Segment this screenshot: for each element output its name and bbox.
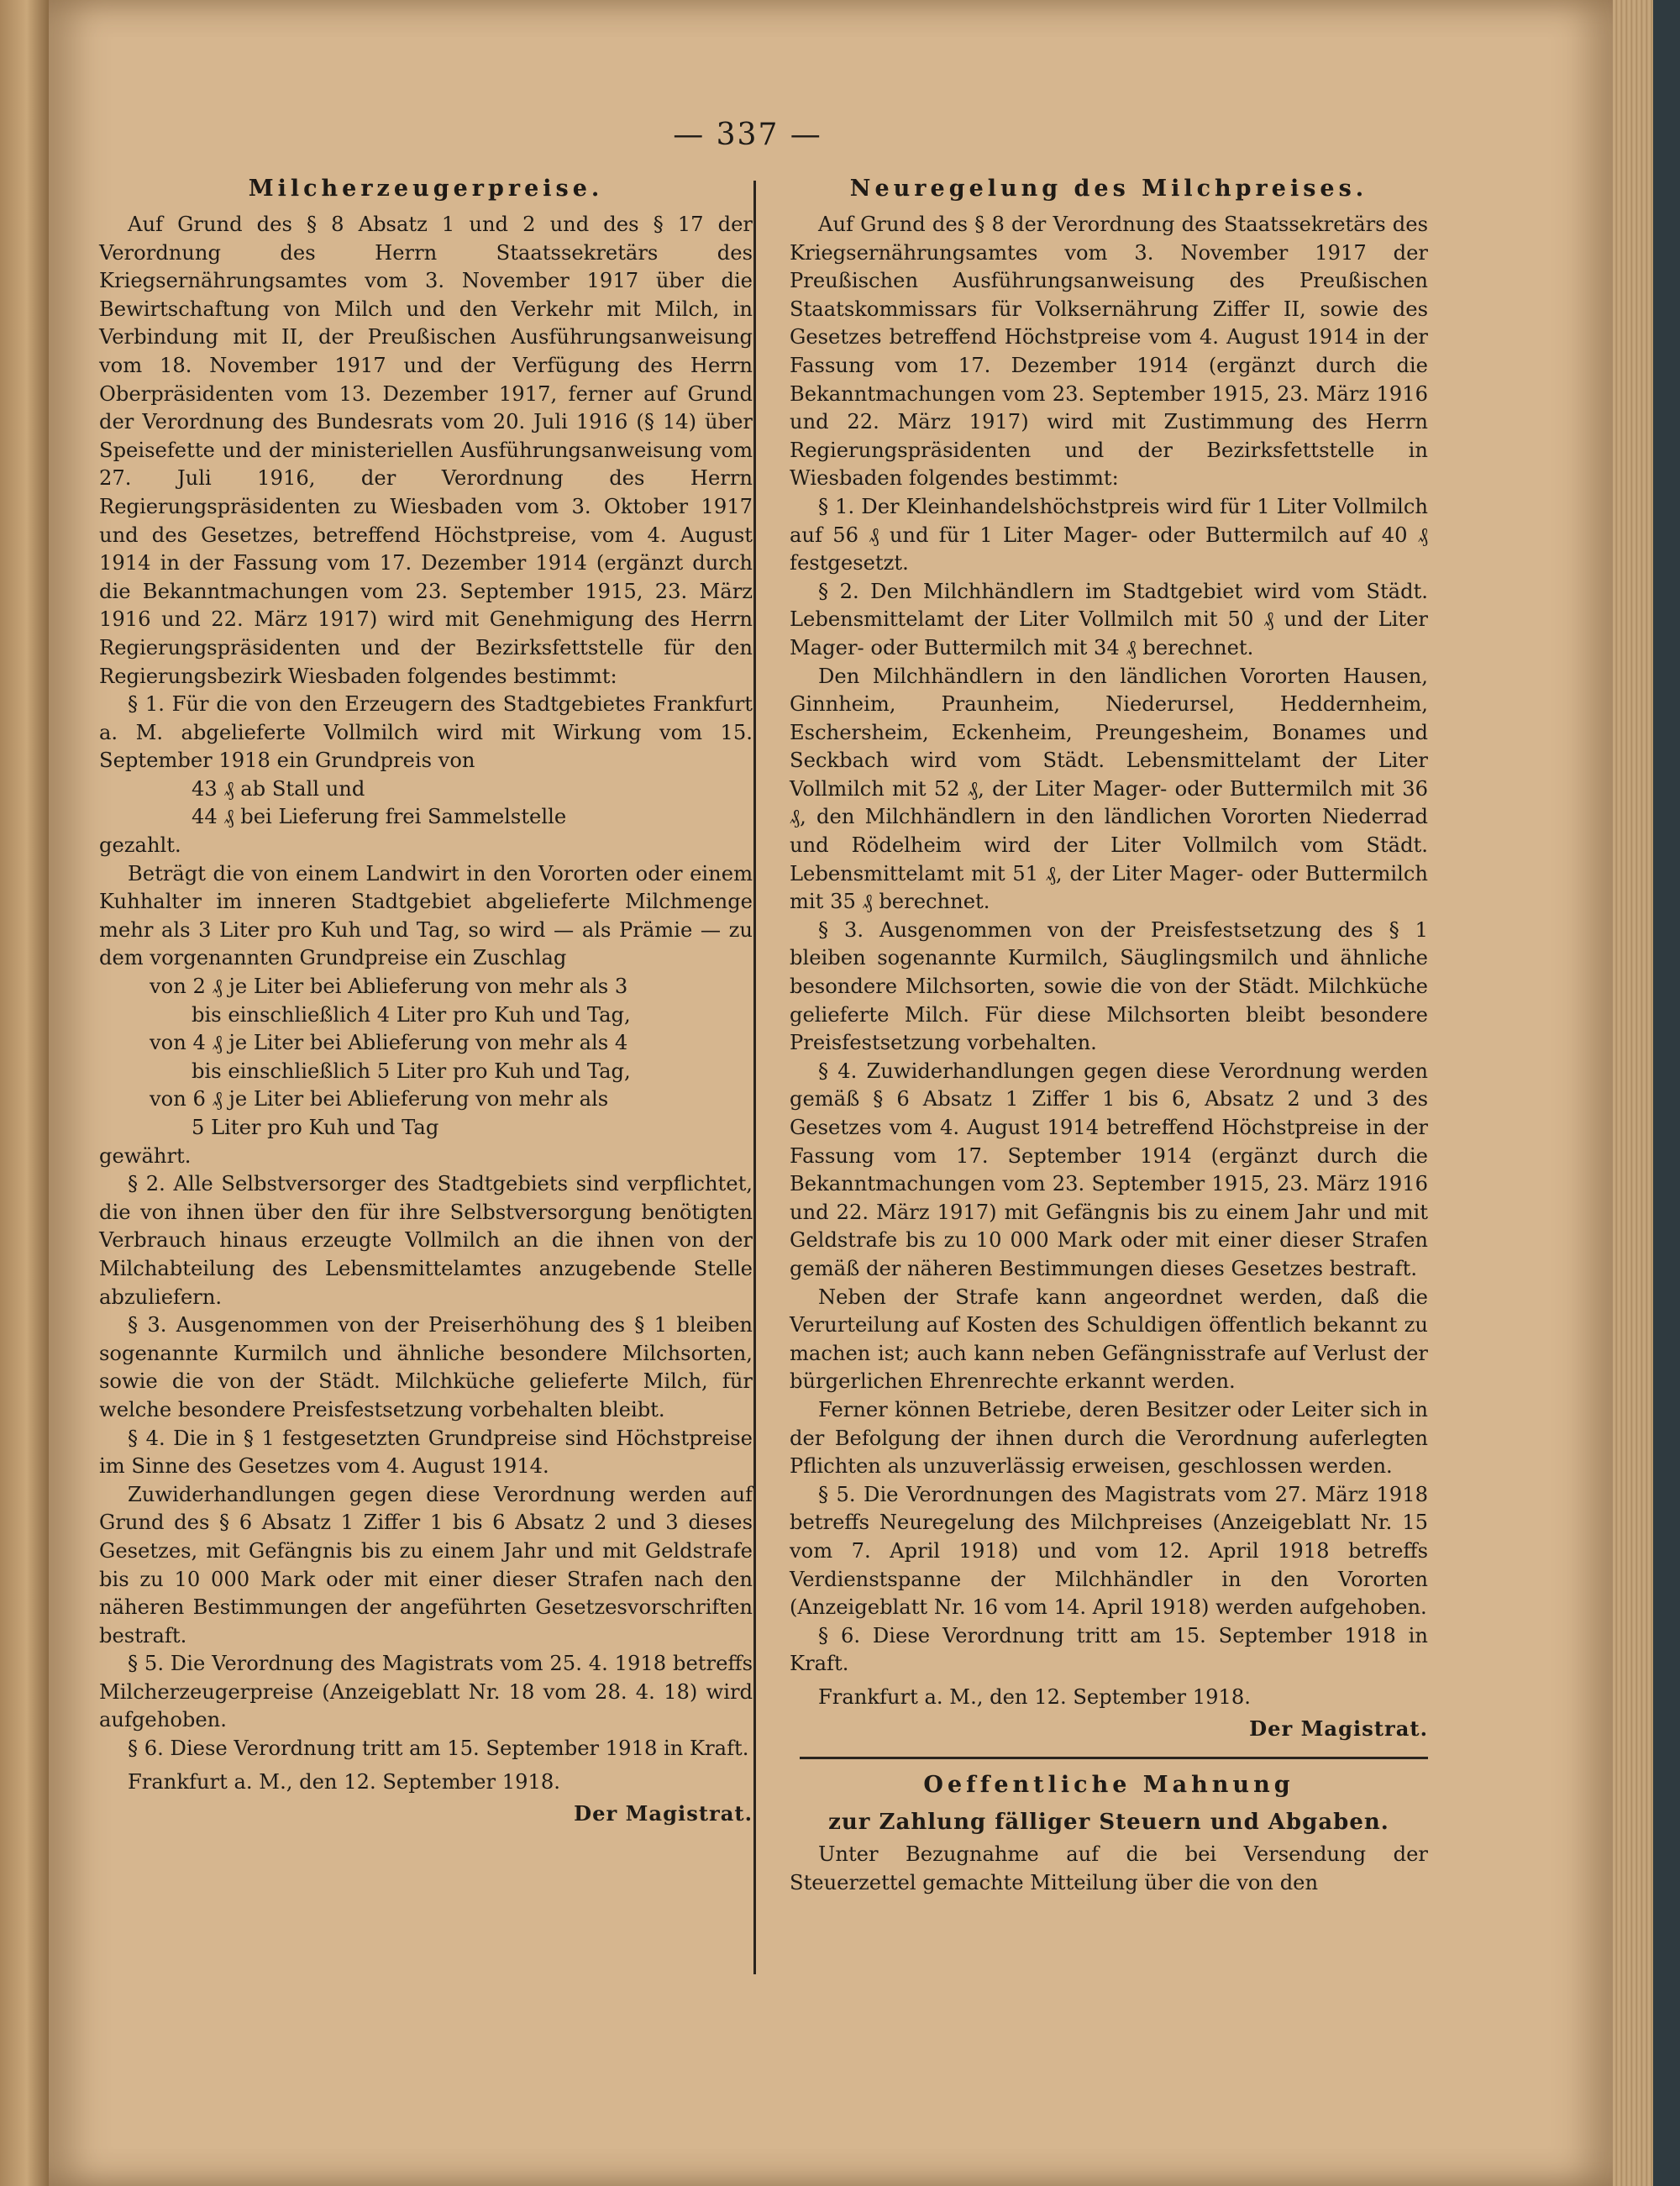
left-paragraph-1: § 1. Für die von den Erzeugern des Stadtgebietes Frankfurt a. M. abgelieferte Vollmilch wird mit Wirkung vom 15. September 1918 ein Grundpreis von xyxy=(99,692,753,773)
left-column xyxy=(99,172,753,1828)
right-paragraph-2: § 2. Den Milchhändlern im Stadtgebiet wird vom Städt. Lebensmittelamt der Liter Vollmilch mit 50 ₰ und der Liter Mager- oder Buttermilch mit 34 ₰ berechnet. xyxy=(790,579,1428,659)
book-edge-left xyxy=(0,0,49,2186)
right-paragraph-4c: Ferner können Betriebe, deren Besitzer oder Leiter sich in der Befolgung der ihnen durch die Verordnung auferlegten Pflichten als unzuverlässig erweisen, geschlossen werden. xyxy=(790,1397,1428,1479)
left-title: Milcherzeugerpreise. xyxy=(248,176,604,202)
right-place-date: Frankfurt a. M., den 12. September 1918. xyxy=(818,1684,1251,1709)
left-paragraph-5: § 5. Die Verordnung des Magistrats vom 25. 4. 1918 betreffs Milcherzeugerpreise (Anzeigeblatt Nr. 18 vom 28. 4. 18) wird aufgehoben. xyxy=(99,1652,753,1732)
left-gewaehrt: gewährt. xyxy=(99,1143,192,1168)
binding-stripe xyxy=(1653,0,1680,2186)
left-zuschlag-3a: von 6 ₰ je Liter bei Ablieferung von mehr als xyxy=(150,1087,609,1111)
left-paragraph-4: § 4. Die in § 1 festgesetzten Grundpreise sind Höchstpreise im Sinne des Gesetzes vom 4. August 1914. xyxy=(99,1426,753,1479)
left-zuschlag-1a: von 2 ₰ je Liter bei Ablieferung von mehr als 3 xyxy=(150,975,628,999)
left-price-2: 44 ₰ bei Lieferung frei Sammelstelle xyxy=(192,805,567,829)
right-paragraph-5: § 5. Die Verordnungen des Magistrats vom 27. März 1918 betreffs Neuregelung des Milchpreises (Anzeigeblatt Nr. 15 vom 7. April 1918) und vom 12. April 1918 betreffs Verdienstspanne der Milchhändler in den Vororten (Anzeigeblatt Nr. 16 vom 14. April 1918) werden aufgehoben. xyxy=(790,1482,1428,1620)
right-paragraph-2b: Den Milchhändlern in den ländlichen Vororten Hausen, Ginnheim, Praunheim, Niederursel, Heddernheim, Eschersheim, Eckenheim, Preungesheim, Bonames und Seckbach wird vom Städt. Lebensmittelamt der Liter Vollmilch mit 52 ₰, der Liter Mager- oder Buttermilch mit 36 ₰, den Milchhändlern in den ländlichen Vororten Niederrad und Rödelheim wird der Liter Vollmilch vom Städt. Lebensmittelamt mit 51 ₰, der Liter Mager- oder Buttermilch mit 35 ₰ berechnet. xyxy=(790,664,1428,914)
right-paragraph-3: § 3. Ausgenommen von der Preisfestsetzung des § 1 bleiben sogenannte Kurmilch, Säuglingsmilch und ähnliche besondere Milchsorten, sowie die von der Städt. Milchküche gelieferte Milch. Für diese Milchsorten bleibt besondere Preisfestsetzung vorbehalten. xyxy=(790,917,1428,1055)
right-intro: Auf Grund des § 8 der Verordnung des Staatssekretärs des Kriegsernährungsamtes vom 3. November 1917 der Preußischen Ausführungsanweisung des Preußischen Staatskommissars für Volksernährung Ziffer II, sowie des Gesetzes betreffend Höchstpreise vom 4. August 1914 in der Fassung vom 17. Dezember 1914 (ergänzt durch die Bekanntmachungen vom 23. September 1915, 23. März 1916 und 22. März 1917) wird mit Zustimmung des Herrn Regierungspräsidenten und der Bezirksfettstelle in Wiesbaden folgendes bestimmt: xyxy=(790,213,1428,491)
left-zuschlag-2b: bis einschließlich 5 Liter pro Kuh und Tag, xyxy=(192,1059,631,1083)
column-rule xyxy=(753,181,756,1974)
left-place-date: Frankfurt a. M., den 12. September 1918. xyxy=(128,1769,560,1794)
left-paragraph-2: § 2. Alle Selbstversorger des Stadtgebiets sind verpflichtet, die von ihnen über den für ihre Selbstversorgung benötigten Verbrauch hinaus erzeugte Vollmilch an die ihnen von der Milchabteilung des Lebensmittelamtes anzugebende Stelle abzuliefern. xyxy=(99,1172,753,1309)
left-price-1: 43 ₰ ab Stall und xyxy=(192,776,365,801)
notice-subtitle: zur Zahlung fälliger Steuern und Abgaben. xyxy=(828,1810,1389,1836)
page-number: — 337 — xyxy=(673,118,822,152)
notice-section xyxy=(790,1768,1428,1897)
right-signature: Der Magistrat. xyxy=(1249,1716,1428,1742)
left-paragraph-4b: Zuwiderhandlungen gegen diese Verordnung werden auf Grund des § 6 Absatz 1 Ziffer 1 bis 6 Absatz 2 und 3 dieses Gesetzes, mit Gefängnis bis zu einem Jahr und mit Geldstrafe bis zu 10 000 Mark oder mit einer dieser Strafen nach den näheren Bestimmungen der angeführten Gesetzesvorschriften bestraft. xyxy=(99,1482,753,1647)
left-zuschlag-1b: bis einschließlich 4 Liter pro Kuh und Tag, xyxy=(192,1002,631,1027)
right-column xyxy=(790,172,1428,1897)
right-paragraph-4b: Neben der Strafe kann angeordnet werden, daß die Verurteilung auf Kosten des Schuldigen öffentlich bekannt zu machen ist; auch kann neben Gefängnisstrafe auf Verlust der bürgerlichen Ehrenrechte erkannt werden. xyxy=(790,1285,1428,1394)
right-paragraph-1: § 1. Der Kleinhandelshöchstpreis wird für 1 Liter Vollmilch auf 56 ₰ und für 1 Liter Mager- oder Buttermilch auf 40 ₰ festgesetzt. xyxy=(790,494,1428,575)
left-signature: Der Magistrat. xyxy=(574,1801,753,1826)
right-title: Neuregelung des Milchpreises. xyxy=(849,176,1368,202)
notice-text: Unter Bezugnahme auf die bei Versendung der Steuerzettel gemachte Mitteilung über die von den xyxy=(790,1842,1428,1894)
right-paragraph-4: § 4. Zuwiderhandlungen gegen diese Verordnung werden gemäß § 6 Absatz 1 Ziffer 1 bis 6, Absatz 2 und 3 des Gesetzes vom 4. August 1914 betreffend Höchstpreise in der Fassung vom 17. September 1914 (ergänzt durch die Bekanntmachungen vom 23. September 1915, 23. März 1916 und 22. März 1917) mit Gefängnis bis zu einem Jahr und mit Geldstrafe bis zu 10 000 Mark oder mit einer dieser Strafen gemäß der näheren Bestimmungen dieses Gesetzes bestraft. xyxy=(790,1059,1428,1280)
notice-title: Oeffentliche Mahnung xyxy=(923,1772,1294,1799)
section-rule xyxy=(800,1757,1428,1759)
left-gezahlt: gezahlt. xyxy=(99,833,181,858)
left-intro: Auf Grund des § 8 Absatz 1 und 2 und des § 17 der Verordnung des Herrn Staatssekretärs des Kriegsernährungsamtes vom 3. November 1917 über die Bewirtschaftung von Milch und den Verkehr mit Milch, in Verbindung mit II, der Preußischen Ausführungsanweisung vom 18. November 1917 und der Verfügung des Herrn Oberpräsidenten vom 13. Dezember 1917, ferner auf Grund der Verordnung des Bundesrats vom 20. Juli 1916 (§ 14) über Speisefette und der ministeriellen Ausführungsanweisung vom 27. Juli 1916, der Verordnung des Herrn Regierungspräsidenten zu Wiesbaden vom 3. Oktober 1917 und des Gesetzes, betreffend Höchstpreise, vom 4. August 1914 in der Fassung vom 17. Dezember 1914 (ergänzt durch die Bekanntmachungen vom 23. September 1915, 23. März 1916 und 22. März 1917) wird mit Genehmigung des Herrn Regierungspräsidenten und der Bezirksfettstelle für den Regierungsbezirk Wiesbaden folgendes bestimmt: xyxy=(99,213,753,688)
left-zuschlag-2a: von 4 ₰ je Liter bei Ablieferung von mehr als 4 xyxy=(150,1031,628,1055)
left-zuschlag-3b: 5 Liter pro Kuh und Tag xyxy=(192,1116,439,1139)
right-paragraph-6: § 6. Diese Verordnung tritt am 15. September 1918 in Kraft. xyxy=(790,1623,1428,1676)
left-paragraph-6: § 6. Diese Verordnung tritt am 15. September 1918 in Kraft. xyxy=(128,1737,749,1761)
left-paragraph-3: § 3. Ausgenommen von der Preiserhöhung des § 1 bleiben sogenannte Kurmilch und ähnliche besondere Milchsorten, sowie die von der Städt. Milchküche gelieferte Milch, für welche besondere Preisfestsetzung vorbehalten bleibt. xyxy=(99,1313,753,1421)
left-paragraph-1b: Beträgt die von einem Landwirt in den Vororten oder einem Kuhhalter im inneren Stadtgebiet abgelieferte Milchmenge mehr als 3 Liter pro Kuh und Tag, so wird — als Prämie — zu dem vorgenannten Grundpreise ein Zuschlag xyxy=(99,861,753,970)
